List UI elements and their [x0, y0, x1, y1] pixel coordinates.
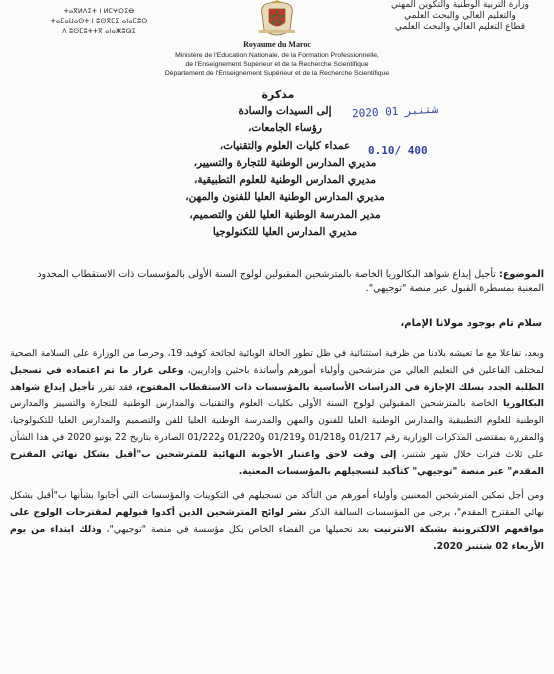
subject-line [12, 268, 544, 296]
stamp-date: 2020 شتنبر 01 [351, 102, 439, 121]
header-arabic [370, 0, 550, 33]
recipient-line: مديري المدارس الوطنية للتجارة والتسيير، [193, 156, 377, 169]
body-text-run: الخاصة بالمترشحين المقبولين لولوج السنة الأولى بكليات العلوم والتقنيات والمدارس الوطنية للتجارة والتسيير والمدارس الوطنية للعلوم التطبيقية والمدارس الوطنية العليا للفنون والمهن والمدرسة الوطنية العليا للفن والتصميم والمدارس العليا للتكنولوجيا، والمقررة بمقتضى المذكرات الوزارية رقم 01/217 و01/218 و01/219 و01/220 و01/222 الصادرة بتاريخ 22 يونيو 2020 في هذا الشأن على ثلاث فترات خلال شهر شتنبر، [10, 398, 545, 460]
body-bold-run: وذلك ابتداء من يوم الأربعاء 02 شتنبر 2020. [10, 523, 544, 552]
recipient-line: عمداء كليات العلوم والتقنيات، [219, 139, 351, 152]
kingdom-label: Royaume du Maroc [243, 40, 311, 49]
memo-title: مذكرة [261, 88, 295, 101]
ministry-line: Département de l'Enseignement Supérieur et de la Recherche Scientifique [164, 70, 390, 77]
header-arabic-line: قطاع التعليم العالي والبحث العلمي [394, 22, 526, 32]
header-tifinagh [4, 6, 194, 36]
greeting: سلام تام بوجود مولانا الإمام، [400, 318, 542, 329]
body-paragraph [10, 488, 544, 555]
body-bold-run: إلى وقت لاحق واعتبار الأجوبة النهائية للمترشحين ب"أقبل بشكل نهائي المقترح المقدم" عبر منصة "توجيهي" كتأكيد لتسجيلهم بالمؤسسات المعنية. [10, 448, 544, 477]
ministry-line: Ministère de l'Education Nationale, de la Formation Professionnelle, [175, 52, 379, 59]
body-text-run: ومن أجل تمكين المترشحين المعنيين وأولياء أمورهم من التأكد من تسجيلهم في التكوينات والمؤسسات التي أجابوا بشأنها ب"أقبل بشكل نهائي المقترح المقدم"، يرجى من المؤسسات السالفة الذكر [10, 490, 545, 519]
body-text-run: فقد تقرر [94, 381, 137, 393]
memo-body [10, 346, 544, 564]
body-bold-run: وعلى غرار ما تم اعتماده في تسجيل الطلبة الجدد بسلك الإجازة في الدراسات الأساسية بالمؤسسات ذات الاستقطاب المفتوح، [10, 364, 545, 393]
header-tifinagh-line: ⴷ ⵓⵙⵎⵓⵜⵜⴳ ⴰⵏⴰⵥⵓⵕⵉ [62, 27, 136, 35]
header-arabic-line: وزارة التربية الوطنية والتكوين المهني [390, 0, 530, 10]
header-tifinagh-line: ⵜⴰⵎⴰⵡⴰⵙⵜ ⵏ ⵓⵙⴳⵎⵉ ⴰⵏⴰⵎⵓⵔ [50, 17, 148, 25]
subject-label: الموضوع: [498, 269, 544, 280]
recipient-line: إلى السيدات والسادة [238, 105, 332, 117]
body-bold-run: نشر لوائح المترشحين الذين أكدوا قبولهم لمقترحات الولوج على مواقعهم الالكترونية بشبكة الانترنيت [10, 507, 544, 535]
recipients-list [160, 103, 410, 241]
subject-text: تأجيل إيداع شواهد البكالوريا الخاصة بالمترشحين المقبولين لولوج السنة الأولى بالمؤسسات ذات الاستقطاب المحدود المعنية بمسطرة القبول عبر منصة "توجيهي". [37, 269, 544, 294]
recipient-line: مديري المدارس العليا للتكنولوجيا [212, 226, 358, 239]
ministry-line: de l'Enseignement Supérieur et de la Recherche Scientifique [185, 61, 369, 68]
body-bold-run: تأجيل إيداع شواهد البكالوريا [10, 381, 544, 410]
stamp-number: 0.10/ 400 [368, 144, 428, 157]
header-tifinagh-line: ⵜⴰⴳⵍⴷⵉⵜ ⵏ ⵍⵎⵖⵔⵉⴱ [63, 7, 135, 15]
header-arabic-line: والتعليم العالي والبحث العلمي [404, 11, 516, 21]
recipient-line: رؤساء الجامعات، [248, 122, 322, 135]
recipient-line: مديري المدارس الوطنية للعلوم التطبيقية، [194, 174, 376, 187]
body-text-run: وبعد، تفاعلا مع ما تعيشه بلادنا من ظرفية استثنائية في ظل تطور الحالة الوبائية لجائحة كوفيد 19، وحرصا من الوزارة على السلامة الصحية لمختلف الفاعلين في التعليم العالي من مترشحين وأولياء أمورهم وأساتذة باحثين وإداريين، [10, 348, 544, 376]
coat-of-arms-icon [256, 0, 298, 40]
ministry-french [80, 51, 474, 78]
body-paragraph [10, 346, 544, 480]
recipient-line: مدير المدرسة الوطنية العليا للفن والتصميم، [189, 208, 381, 221]
recipient-line: مديري المدارس الوطنية العليا للفنون والمهن، [185, 191, 385, 204]
body-text-run: بعد تحميلها من الفضاء الخاص بكل مؤسسة في منصة "توجيهي"، [101, 523, 374, 535]
